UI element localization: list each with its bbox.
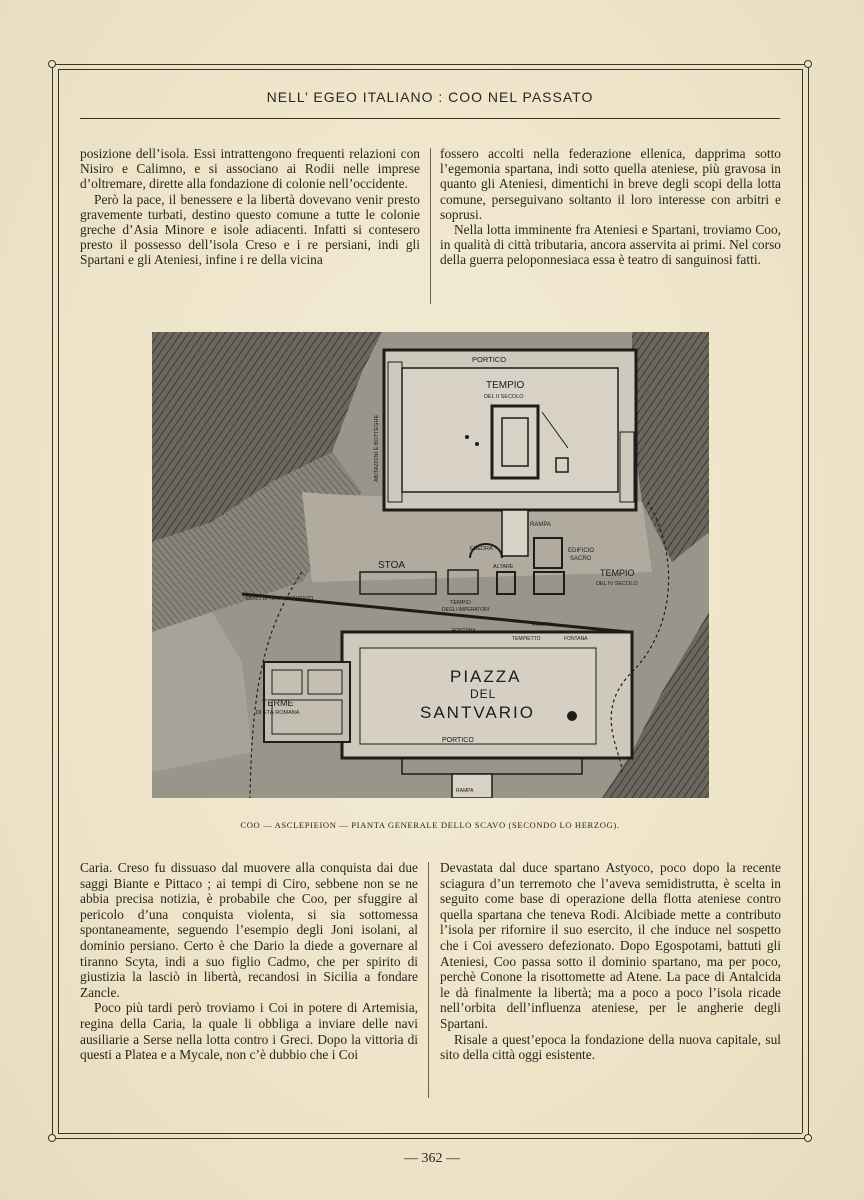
paragraph: fossero accolti nella federazione ellenica, dapprima sotto l’egemonia spartana, indi sotto quella ateniese, più gravosa in quanto gli Ateniesi, dimentichi in breve degli scopi della lotta comune, perseguivano soltanto il loro interesse con arbitri e soprusi.: [440, 146, 781, 222]
label-edificio: EDIFICIO: [568, 548, 595, 554]
label-tempio-imp: TEMPIO: [450, 600, 472, 606]
bottom-left-column: [80, 860, 418, 1063]
label-tempietto: TEMPIETTO: [512, 636, 541, 642]
paragraph: posizione dell’isola. Essi intrattengono frequenti relazioni con Nisiro e Calimno, e si associano ai Rodii nelle imprese d’oltremare, dirette alla fondazione di colonie nell’occidente.: [80, 146, 420, 192]
dot-mark: [465, 435, 469, 439]
top-left-column: [80, 146, 420, 268]
label-tempio-sub: DEL II SECOLO: [484, 394, 524, 400]
label-altare: ALTARE: [493, 564, 514, 570]
label-piazza-1: PIAZZA: [450, 667, 522, 686]
frame-top-outer: [52, 64, 808, 65]
site-plan-drawing: [152, 332, 709, 798]
label-portico-top: PORTICO: [472, 355, 507, 364]
running-header: NELL’ EGEO ITALIANO : COO NEL PASSATO: [266, 89, 594, 105]
paragraph: Risale a quest’epoca la fondazione della nuova capitale, sul sito della città oggi esistente.: [440, 1031, 781, 1063]
frame-corner-ornament: [48, 1134, 56, 1142]
frame-left-inner: [58, 69, 59, 1133]
label-rampa-top: RAMPA: [530, 522, 551, 528]
paragraph: Nella lotta imminente fra Ateniesi e Spartani, troviamo Coo, in qualità di città tributaria, ancora asservita ai primi. Nel corso della guerra peloponnesiaca essa è teatro di sanguinosi fatti.: [440, 222, 781, 268]
label-terme-2: DI ETÀ ROMANA: [256, 710, 300, 716]
frame-right-outer: [808, 64, 809, 1138]
label-piazza-3: SANTVARIO: [420, 703, 535, 722]
bottom-ramp: [452, 774, 492, 798]
column-divider: [430, 148, 431, 304]
frame-top-inner: [58, 69, 802, 70]
label-terme-1: TERME: [262, 698, 294, 708]
frame-bottom-outer: [52, 1138, 808, 1139]
label-abitazioni: ABITAZIONI E BOTTEGHE: [374, 414, 380, 482]
frame-right-inner: [802, 69, 803, 1133]
label-esedra: ESEDRA: [470, 546, 493, 552]
column-divider: [428, 862, 429, 1098]
label-rampa-bottom: RAMPA: [456, 788, 474, 794]
label-muro: MURO DI TERRAZZAMENTO: [246, 596, 314, 602]
paragraph: Poco più tardi però troviamo i Coi in potere di Artemisia, regina della Caria, la quale li obbliga a inviare delle navi ausiliarie a Serse nella lotta contro i Greci. Dopo la vittoria di questi a Platea e a Mycale, non c’è dubbio che i Coi: [80, 1000, 418, 1063]
upper-ramp: [502, 510, 528, 556]
dot-mark: [475, 442, 479, 446]
dot-mark: [567, 711, 577, 721]
label-rampa-mid: RAMPA: [532, 622, 552, 628]
label-tempio-iv-sub: DEL IV SECOLO: [596, 581, 638, 587]
label-fontana-1: FONTANA: [452, 628, 476, 634]
figure-caption: COO — ASCLEPIEION — PIANTA GENERALE DELLO SCAVO (SECONDO LO HERZOG).: [240, 820, 620, 830]
top-right-column: [440, 146, 781, 268]
bottom-right-column: [440, 860, 781, 1063]
label-fontana-2: FONTANA: [564, 636, 588, 642]
paragraph: Caria. Creso fu dissuaso dal muovere alla conquista dai due saggi Biante e Pittaco ; ai tempi di Ciro, sebbene non se ne abbia precisa notizia, è probabile che Coo, per sfuggire al pericolo d’una conquista violenta, si sia sottomessa spontaneamente, seguendo l’esempio degli Joni isolani, al dominio persiano. Certo è che Dario la diede a governare al tiranno Scyta, indi a suo figlio Cadmo, che per spirito di giustizia la lasciò in libertà, recandosi in Sicilia a fondare Zancle.: [80, 860, 418, 1000]
label-portico-bottom: PORTICO: [442, 737, 474, 744]
frame-corner-ornament: [804, 60, 812, 68]
label-edificio-sub: SACRO: [570, 556, 592, 562]
label-piazza-2: DEL: [470, 687, 497, 701]
frame-corner-ornament: [804, 1134, 812, 1142]
label-stoa: STOA: [378, 560, 406, 571]
frame-corner-ornament: [48, 60, 56, 68]
frame-left-outer: [52, 64, 53, 1138]
label-tempio-imp-sub: DEGLI IMPERATORI: [442, 607, 490, 613]
header-rule: [80, 118, 780, 119]
site-plan-figure: [152, 332, 709, 798]
label-tempio: TEMPIO: [486, 380, 525, 391]
frame-bottom-inner: [58, 1133, 802, 1134]
page-number: — 362 —: [404, 1151, 460, 1166]
label-tempio-iv: TEMPIO: [600, 568, 635, 578]
paragraph: Devastata dal duce spartano Astyoco, poco dopo la recente sciagura d’un terremoto che l’aveva semidistrutta, è scelta in seguito come base di operazione della flotta ateniese contro quella spartana che teneva Rodi. Alcibiade mette a contributo l’isola per rifornire il suo esercito, il che induce nel sospetto che i Coi avessero defezionato. Dopo Egospotami, battuti gli Ateniesi, Coo passa sotto il dominio spartano, ma per poco, perchè Conone la risottomette ad Atene. La pace di Antalcida le dà finalmente la libertà; ma a poco a poco l’isola ricade nell’orbita dell’influenza ateniese, per le angherie degli Spartani.: [440, 860, 781, 1031]
paragraph: Però la pace, il benessere e la libertà dovevano venir presto gravemente turbati, destino questo comune a tutte le colonie greche d’Asia Minore e isole adiacenti. Infatti si contesero presto il possesso dell’isola Creso e i re persiani, indi gli Spartani e gli Ateniesi, infine i re della vicina: [80, 191, 420, 268]
